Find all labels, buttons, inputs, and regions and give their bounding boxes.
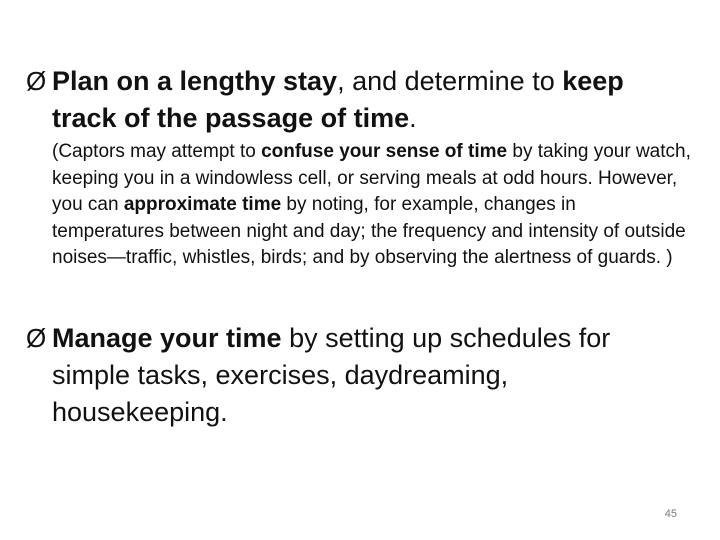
arrow-bullet-icon: Ø xyxy=(26,66,47,96)
detail-text-plain: by noting, for example, changes in temperatures between night and day; the frequency and intensity of outside noises—traffic, whistles, birds; and by observing the alertness of guards. ) xyxy=(52,194,686,268)
bullet-text xyxy=(52,320,676,431)
bullet-manage-your-time xyxy=(26,320,676,431)
detail-text-plain: (Captors may attempt to xyxy=(52,141,262,162)
bullet-text-plain: . xyxy=(409,103,417,133)
bullet-plan-lengthy-stay xyxy=(26,63,676,137)
bullet-text-plain: by setting up schedules for simple tasks, exercises, daydreaming, housekeeping. xyxy=(52,323,611,427)
detail-text-bold: approximate time xyxy=(123,194,282,215)
bullet-text-bold: Plan on a lengthy stay xyxy=(52,66,338,96)
bullet-text-bold: keep track of the passage of time xyxy=(52,66,624,133)
bullet-text-plain: , and determine to xyxy=(337,66,563,96)
bullet-text-bold: Manage your time xyxy=(52,323,282,353)
detail-text-plain: by taking your watch, keeping you in a windowless cell, or serving meals at odd hours. However, you can xyxy=(52,141,691,215)
detail-paragraph xyxy=(52,139,692,272)
arrow-bullet-icon: Ø xyxy=(26,323,47,353)
page-number: 45 xyxy=(664,508,677,520)
detail-text-bold: confuse your sense of time xyxy=(261,141,508,162)
bullet-text xyxy=(52,63,676,137)
